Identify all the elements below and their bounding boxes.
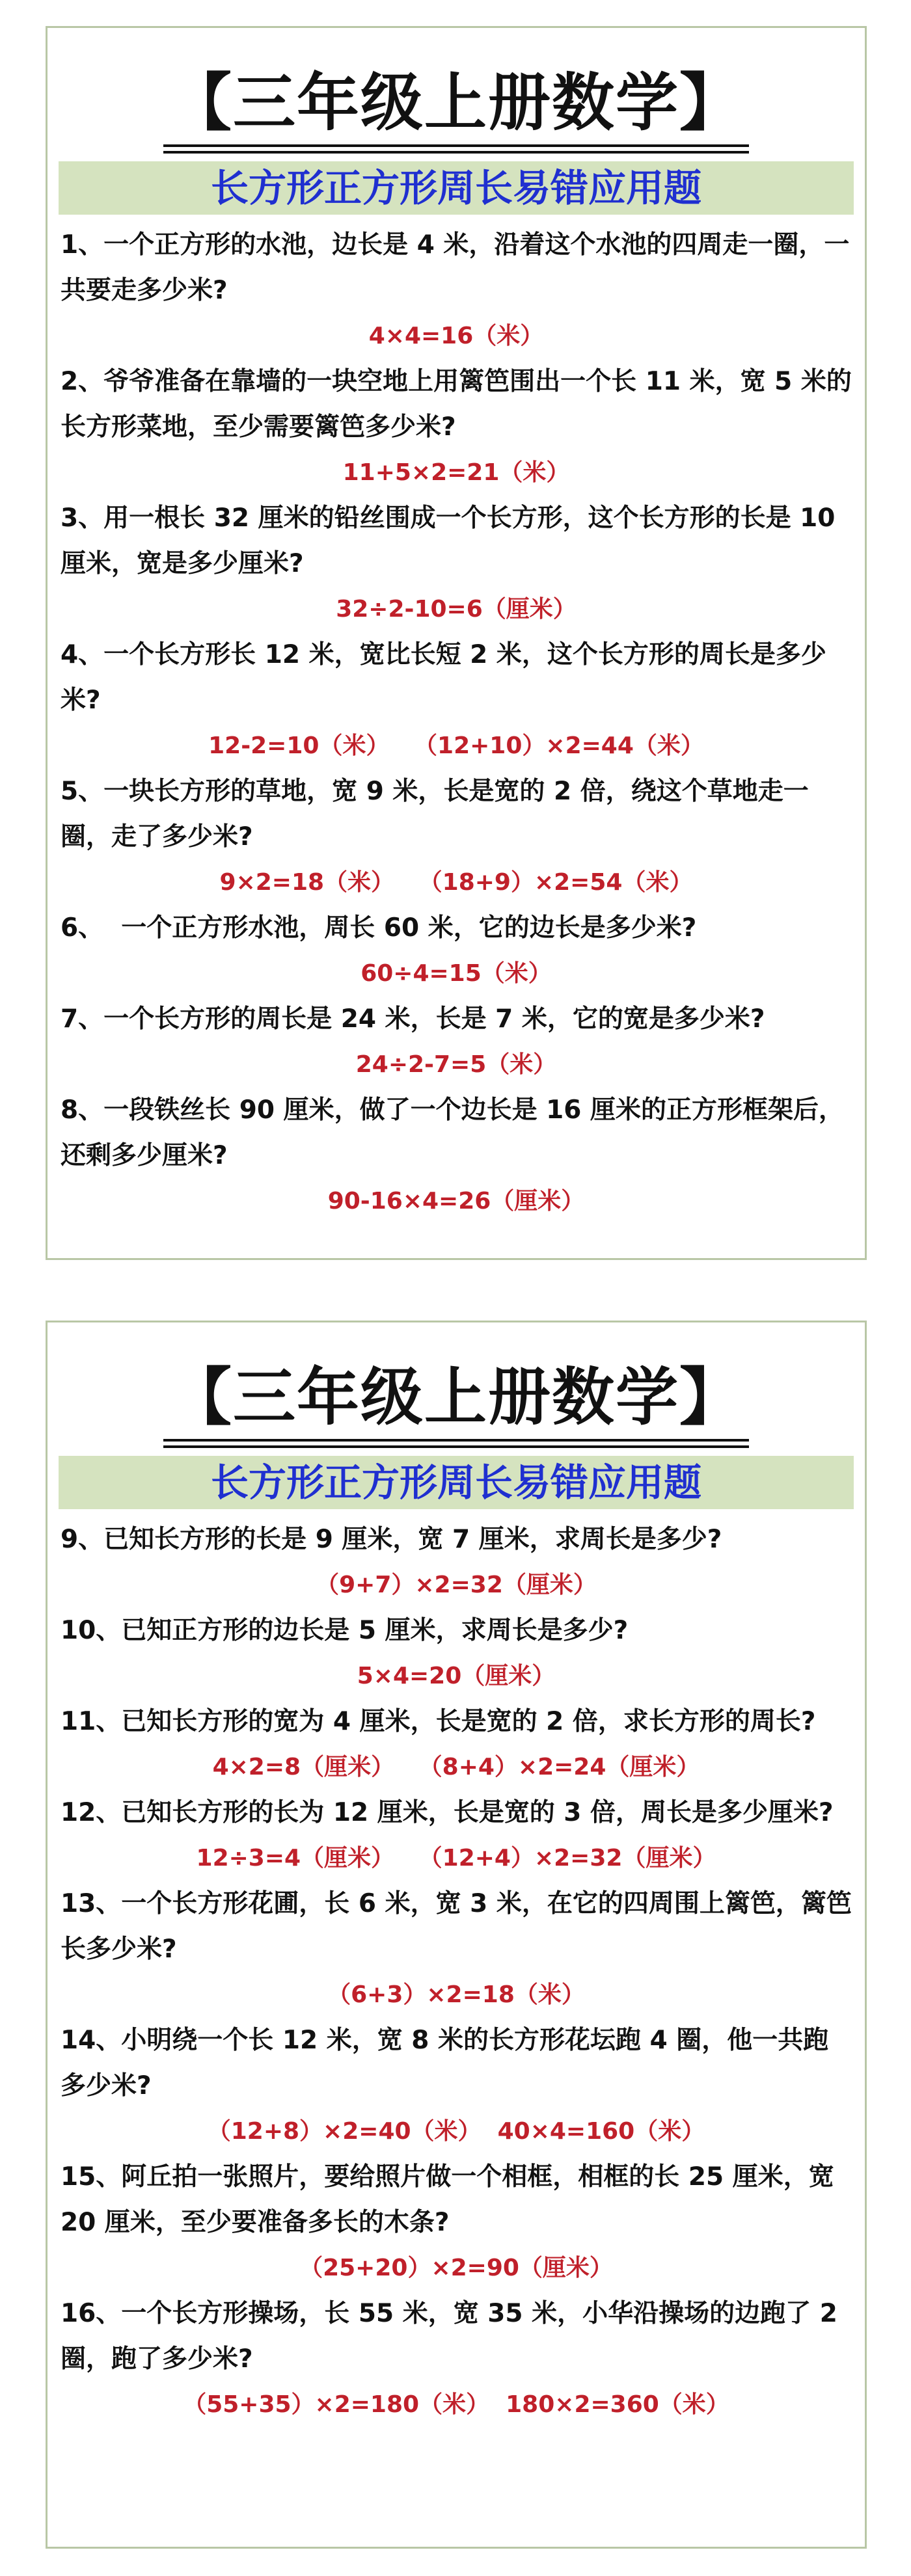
- problem-answer: 5×4=20（厘米）: [357, 1663, 556, 1689]
- problem-answer: （55+35）×2=180（米） 180×2=360（米）: [183, 2391, 729, 2418]
- problem-answer: （12+8）×2=40（米） 40×4=160（米）: [207, 2118, 705, 2145]
- section-subtitle: 长方形正方形周长易错应用题: [59, 161, 854, 215]
- problem-item: [61, 1517, 852, 1608]
- problem-item: [61, 1881, 852, 2018]
- title-double-underline: [163, 1439, 749, 1448]
- problem-answer: 24÷2-7=5（米）: [355, 1051, 557, 1078]
- problem-question: 8、一段铁丝长 90 厘米，做了一个边长是 16 厘米的正方形框架后，还剩多少厘米?: [61, 1095, 844, 1170]
- problem-question: 4、一个长方形长 12 米，宽比长短 2 米，这个长方形的周长是多少米?: [61, 640, 826, 715]
- problem-item: [61, 632, 852, 769]
- problem-answer: 4×2=8（厘米） （8+4）×2=24（厘米）: [212, 1754, 700, 1780]
- problem-item: [61, 997, 852, 1088]
- problem-item: [61, 906, 852, 997]
- problem-question: 9、已知长方形的长是 9 厘米，宽 7 厘米，求周长是多少?: [61, 1525, 722, 1554]
- problem-question: 7、一个长方形的周长是 24 米，长是 7 米，它的宽是多少米?: [61, 1004, 765, 1034]
- problem-question: 2、爷爷准备在靠墙的一块空地上用篱笆围出一个长 11 米，宽 5 米的长方形菜地，至少需要篱笆多少米?: [61, 367, 852, 442]
- problem-item: [61, 2154, 852, 2291]
- problem-item: [61, 769, 852, 906]
- problem-item: [61, 1699, 852, 1790]
- problem-question: 13、一个长方形花圃，长 6 米，宽 3 米，在它的四周围上篱笆，篱笆长多少米?: [61, 1889, 852, 1964]
- problem-item: [61, 1088, 852, 1224]
- page-title: 【三年级上册数学】: [169, 66, 743, 139]
- problem-answer: 90-16×4=26（厘米）: [327, 1188, 585, 1214]
- problem-answer: （6+3）×2=18（米）: [327, 1981, 585, 2008]
- problem-question: 6、 一个正方形水池，周长 60 米，它的边长是多少米?: [61, 913, 697, 943]
- page-title: 【三年级上册数学】: [169, 1361, 743, 1434]
- problem-question: 16、一个长方形操场，长 55 米，宽 35 米，小华沿操场的边跑了 2 圈，跑了多少米?: [61, 2299, 847, 2374]
- section-subtitle: 长方形正方形周长易错应用题: [59, 1456, 854, 1509]
- problem-item: [61, 1790, 852, 1881]
- title-double-underline: [163, 144, 749, 154]
- problem-answer: 32÷2-10=6（厘米）: [336, 596, 577, 623]
- problem-answer: （25+20）×2=90（厘米）: [299, 2255, 613, 2281]
- problem-question: 5、一块长方形的草地，宽 9 米，长是宽的 2 倍，绕这个草地走一圈，走了多少米?: [61, 777, 809, 852]
- problem-answer: （9+7）×2=32（厘米）: [316, 1572, 597, 1598]
- problem-answer: 4×4=16（米）: [368, 323, 544, 349]
- problem-question: 12、已知长方形的长为 12 厘米，长是宽的 3 倍，周长是多少厘米?: [61, 1798, 834, 1827]
- problem-question: 10、已知正方形的边长是 5 厘米，求周长是多少?: [61, 1616, 629, 1645]
- problem-question: 11、已知长方形的宽为 4 厘米，长是宽的 2 倍，求长方形的周长?: [61, 1707, 816, 1736]
- problem-answer: 9×2=18（米） （18+9）×2=54（米）: [219, 869, 693, 896]
- worksheet-page-2: [46, 1321, 867, 2549]
- problem-item: [61, 2018, 852, 2154]
- problem-item: [61, 222, 852, 359]
- problem-question: 14、小明绕一个长 12 米，宽 8 米的长方形花坛跑 4 圈，他一共跑多少米?: [61, 2026, 829, 2100]
- problem-question: 1、一个正方形的水池，边长是 4 米，沿着这个水池的四周走一圈，一共要走多少米?: [61, 230, 850, 305]
- problem-item: [61, 1608, 852, 1699]
- problem-question: 15、阿丘拍一张照片，要给照片做一个相框，相框的长 25 厘米，宽 20 厘米，至少要准备多长的木条?: [61, 2162, 843, 2237]
- problem-list: [61, 1517, 852, 2428]
- problem-answer: 12-2=10（米） （12+10）×2=44（米）: [208, 732, 704, 759]
- problem-item: [61, 359, 852, 496]
- problem-list: [61, 222, 852, 1224]
- problem-item: [61, 2291, 852, 2428]
- problem-answer: 60÷4=15（米）: [360, 960, 552, 987]
- problem-question: 3、用一根长 32 厘米的铅丝围成一个长方形，这个长方形的长是 10 厘米，宽是多少厘米?: [61, 503, 844, 578]
- problem-answer: 11+5×2=21（米）: [342, 459, 570, 486]
- problem-answer: 12÷3=4（厘米） （12+4）×2=32（厘米）: [196, 1845, 716, 1872]
- worksheet-page-1: [46, 26, 867, 1260]
- problem-item: [61, 496, 852, 632]
